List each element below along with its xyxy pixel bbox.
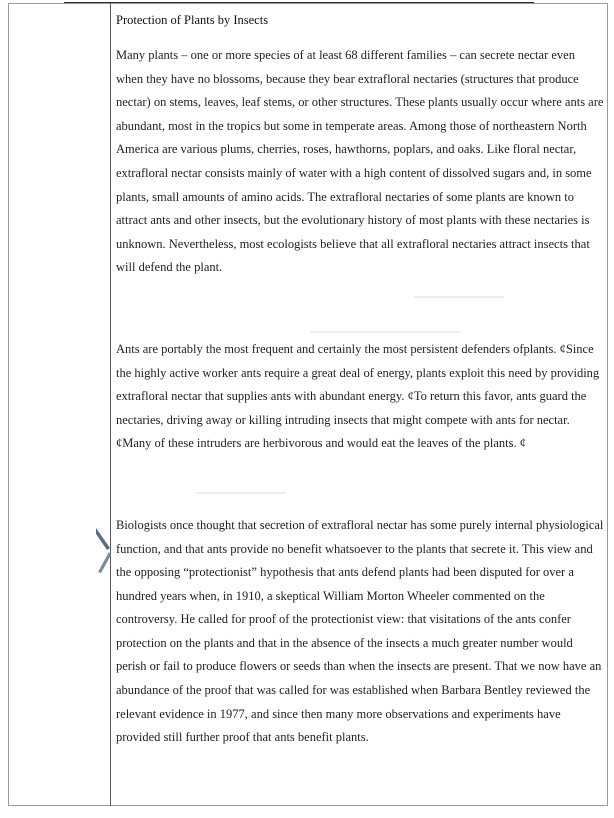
- paragraph-1: Many plants – one or more species of at least 68 different families – can secrete nectar even when they have no blossoms, because they bear extrafloral nectaries (structures that produce nectar) on stems, leaves, leaf stems, or other structures. These plants usually occur where ants are abundant, most in the tropics but some in temperate areas. Among those of northeastern North America are various plums, cherries, roses, hawthorns, poplars, and oaks. Like floral nectar, extrafloral nectar consists mainly of water with a high content of dissolved sugars and, in some plants, small amounts of amino acids. The extrafloral nectaries of some plants are known to attract ants and other insects, but the evolutionary history of most plants with these nectaries is unknown. Nevertheless, most ecologists believe that all extrafloral nectaries attract insects that will defend the plant.: [116, 48, 604, 275]
- paragraph-2: Ants are portably the most frequent and certainly the most persistent defenders ofplants. ¢Since the highly active worker ants require a great deal of energy, plants exploit this need by providing extrafloral nectar that supplies ants with abundant energy. ¢To return this favor, ants guard the nectaries, driving away or killing intruding insects that might compete with ants for nectar. ¢Many of these intruders are herbivorous and would eat the leaves of the plants. ¢: [116, 341, 600, 451]
- margin-rule: [110, 3, 111, 806]
- document-title: Protection of Plants by Insects: [116, 13, 269, 27]
- paragraph-3: Biologists once thought that secretion of extrafloral nectar has some purely internal physiological function, and that ants provide no benefit whatsoever to the plants that secrete it. This view and the opposing “protectionist” hypothesis that ants defend plants had been disputed for over a hundred years when, in 1910, a skeptical William Morton Wheeler commented on the controversy. He called for proof of the protectionist view: that visitations of the ants confer protection on the plants and that in the absence of the insects a much greater number would perish or fail to produce flowers or seeds than when the insects are present. That we now have an abundance of the proof that was called for was established when Barbara Bentley reviewed the relevant evidence in 1977, and since then many more observations and experiments have provided still further proof that ants benefit plants.: [116, 517, 604, 745]
- document-body: [116, 10, 604, 750]
- bookmark-arrow-icon[interactable]: [96, 526, 112, 574]
